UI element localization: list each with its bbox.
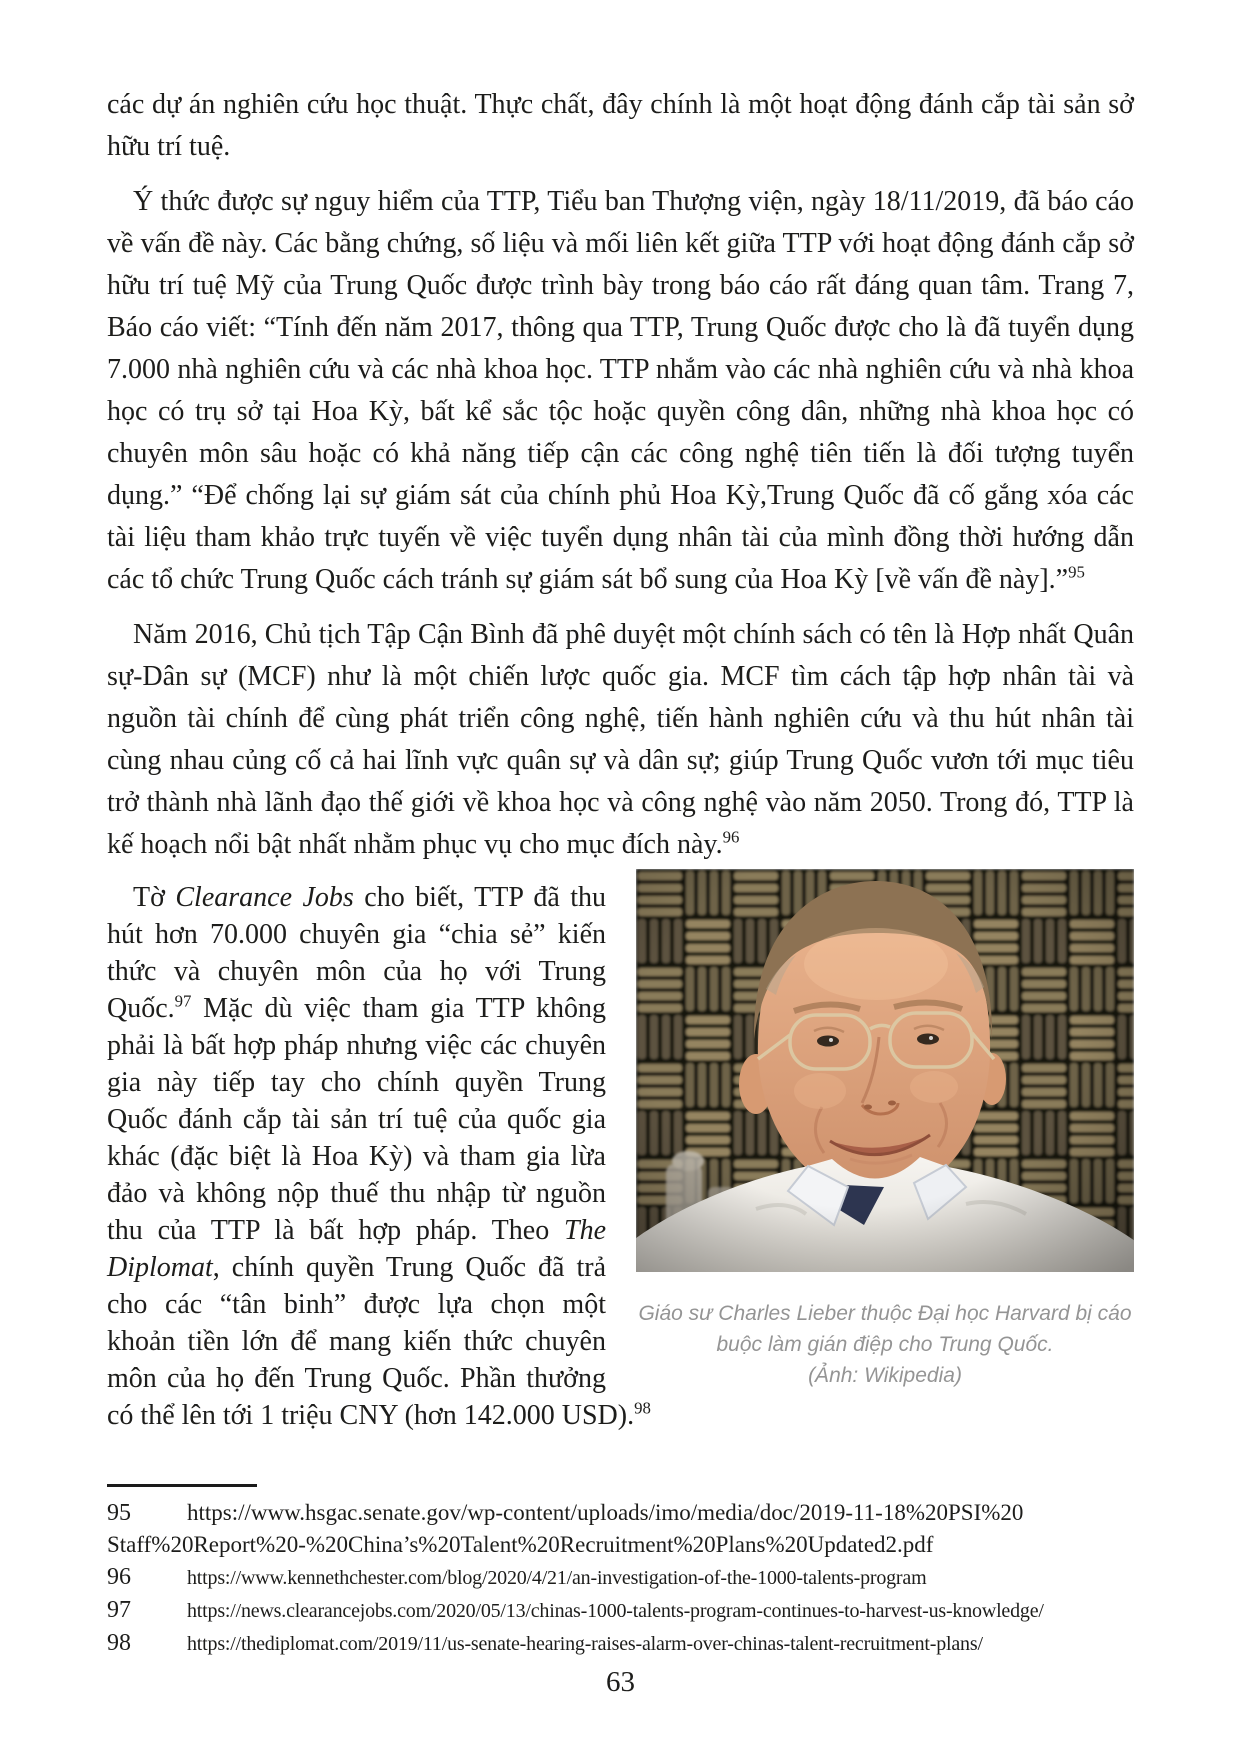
text-segment: , chính quyền Trung Quốc đã trả cho các “tân binh” được lựa chọn một khoản tiền lớn để mang kiến thức chuyên môn của họ đến Trung Quốc. Phần thưởng có thể lên tới 1 triệu CNY (hơn 142.000 USD). [107,1252,635,1431]
footnote-number: 96 [107,1564,131,1590]
text-segment: Ý thức được sự nguy hiểm của TTP, Tiểu ban Thượng viện, ngày 18/11/2019, đã báo cáo về vấn đề này. Các bằng chứng, số liệu và mối liên kết giữa TTP với hoạt động đánh cắp sở hữu trí tuệ Mỹ của Trung Quốc được trình bày trong báo cáo rất đáng quan tâm. Trang 7, Báo cáo viết: “Tính đến năm 2017, thông qua TTP, Trung Quốc được cho là đã tuyển dụng 7.000 nhà nghiên cứu và các nhà khoa học. TTP nhắm vào các nhà nghiên cứu và nhà khoa học có trụ sở tại Hoa Kỳ, bất kể sắc tộc hoặc quyền công dân, những nhà khoa học có chuyên môn sâu hoặc có khả năng tiếp cận các công nghệ tiên tiến là đối tượng tuyển dụng.” “Để chống lại sự giám sát của chính phủ Hoa Kỳ,Trung Quốc đã cố gắng xóa các tài liệu tham khảo trực tuyến về việc tuyển dụng nhân tài của mình đồng thời hướng dẫn các tổ chức Trung Quốc cách tránh sự giám sát bổ sung của Hoa Kỳ [về vấn đề này].” [107,186,1134,595]
footnote-url: https://thediplomat.com/2019/11/us-senate-hearing-raises-alarm-over-chinas-talent-recruitment-plans/ [187,1633,983,1655]
footnote-list [107,1497,1134,1660]
text-segment: The Diplomat [107,1215,606,1283]
text-segment: Clearance Jobs [175,882,354,913]
photo-charles-lieber [636,869,1134,1272]
paragraph-mcf [107,614,1134,866]
footnote-separator [107,1484,257,1487]
footnote-marker: 97 [174,991,192,1011]
caption-line: buộc làm gián điệp cho Trung Quốc. [716,1333,1054,1356]
footnote-url: https://news.clearancejobs.com/2020/05/13/chinas-1000-talents-program-continues-to-harvest-us-knowledge/ [187,1600,1044,1622]
footnote-marker: 98 [634,1398,651,1418]
footnote-item [107,1561,1134,1594]
footnote-marker: 96 [722,827,740,847]
page-number: 63 [606,1666,635,1698]
footnote-url: https://www.kennethchester.com/blog/2020/4/21/an-investigation-of-the-1000-talents-program [187,1567,927,1589]
text-segment: cho biết, TTP đã thu hút hơn 70.000 chuyên gia “chia sẻ” kiến thức và chuyên môn của họ với Trung Quốc. [107,882,606,1024]
caption-line: (Ảnh: Wikipedia) [808,1364,962,1387]
footnote-item [107,1594,1134,1627]
footnote-number: 95 [107,1500,131,1526]
paragraph-intro [107,84,1134,168]
page-content [107,84,1134,1434]
footnote-number: 97 [107,1597,131,1623]
text-segment: Tờ [133,882,176,913]
figure-photo [636,869,1134,1391]
footnote-url: https://www.hsgac.senate.gov/wp-content/uploads/imo/media/doc/2019-11-18%20PSI%20 Staff%20Report%20-%20China’s%20Talent%20Recruitment%20Plans%20Updated2.pdf [107,1500,1024,1557]
text-segment: Mặc dù việc tham gia TTP không phải là bất hợp pháp nhưng việc các chuyên gia này tiếp tay cho chính quyền Trung Quốc đánh cắp tài sản trí tuệ của quốc gia khác (đặc biệt là Hoa Kỳ) và tham gia lừa đảo và không nộp thuế thu nhập từ nguồn thu của TTP là bất hợp pháp. Theo [107,993,606,1246]
paragraph-clearance-jobs [107,879,1134,1434]
footnote-marker: 95 [1068,562,1085,582]
photo-caption [636,1298,1134,1391]
paragraph-senate-report [107,181,1134,601]
footnote-number: 98 [107,1630,131,1656]
caption-line: Giáo sư Charles Lieber thuộc Đại học Harvard bị cáo [638,1302,1132,1325]
text-segment: các dự án nghiên cứu học thuật. Thực chất, đây chính là một hoạt động đánh cắp tài sản sở hữu trí tuệ. [107,89,1134,162]
text-segment: Năm 2016, Chủ tịch Tập Cận Bình đã phê duyệt một chính sách có tên là Hợp nhất Quân sự-Dân sự (MCF) như là một chiến lược quốc gia. MCF tìm cách tập hợp nhân tài và nguồn tài chính để cùng phát triển công nghệ, tiến hành nghiên cứu và thu hút nhân tài cùng nhau củng cố cả hai lĩnh vực quân sự và dân sự; giúp Trung Quốc vươn tới mục tiêu trở thành nhà lãnh đạo thế giới về khoa học và công nghệ vào năm 2050. Trong đó, TTP là kế hoạch nổi bật nhất nhằm phục vụ cho mục đích này. [107,619,1134,860]
footnote-item [107,1627,1134,1660]
footnotes-section [107,1484,1134,1660]
footnote-item [107,1497,1134,1561]
paragraph-text [107,882,651,1431]
